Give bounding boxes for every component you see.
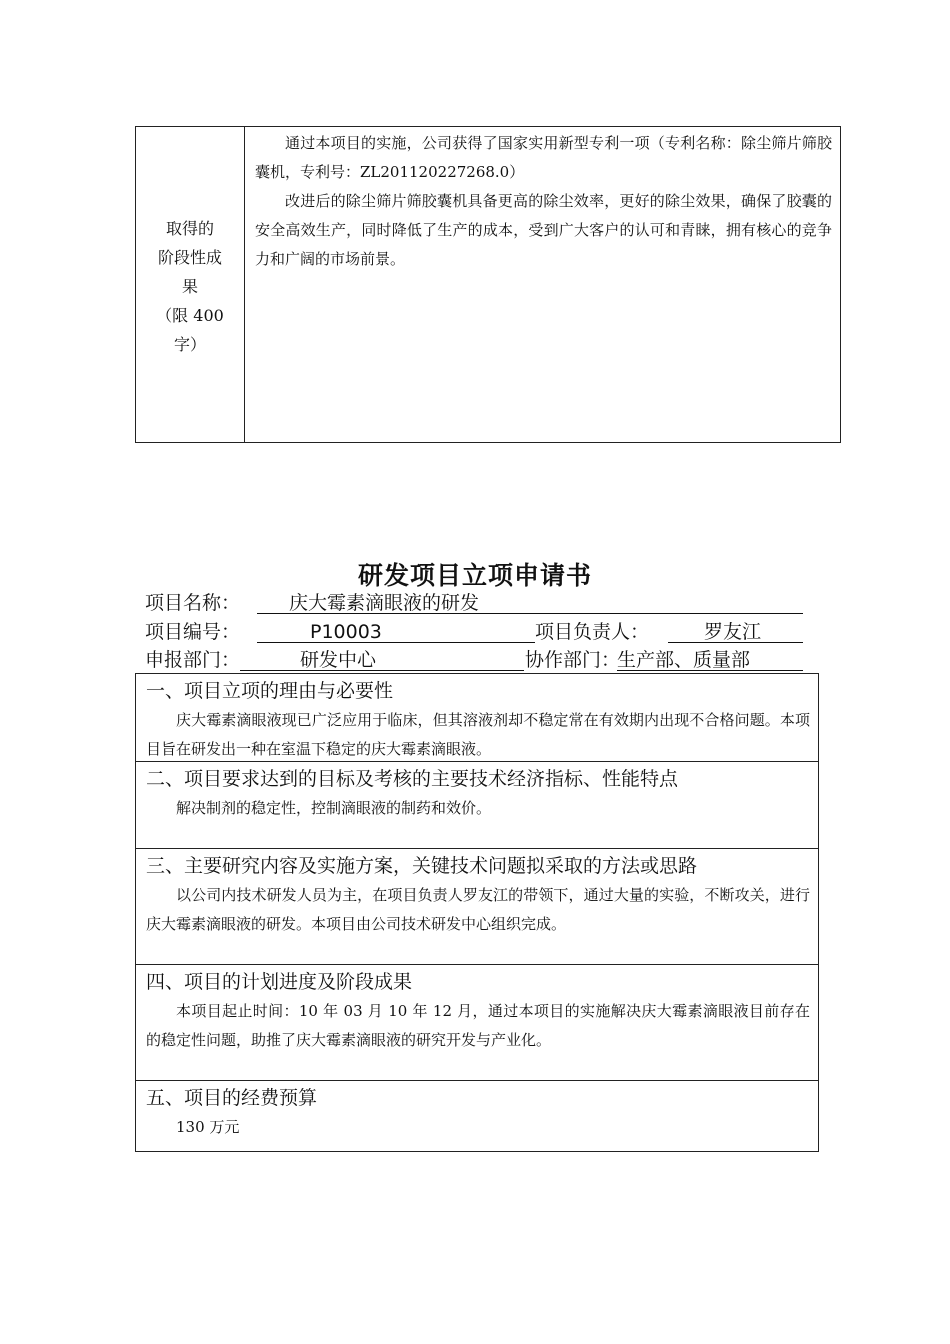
section-body: 130 万元 [176,1118,240,1136]
project-name-underline [257,591,803,614]
project-no-value: P10003 [310,621,382,643]
coop-dept-value: 生产部、质量部 [617,649,751,671]
coop-dept-underline [617,648,803,671]
section-body: 庆大霉素滴眼液现已广泛应用于临床，但其溶液剂却不稳定常在有效期内出现不合格问题。本项目旨在研发出一种在室温下稳定的庆大霉素滴眼液。 [146,711,810,758]
dept-row [145,648,805,672]
section-budget [136,1081,818,1153]
section-heading: 四、项目的计划进度及阶段成果 [146,971,413,993]
achievement-label-line: 字） [173,335,206,354]
achievement-label-line: 取得的 [165,219,214,238]
section-goals [136,762,818,849]
achievement-paragraph: 通过本项目的实施，公司获得了国家实用新型专利一项（专利名称：除尘筛片筛胶囊机，专利号：ZL201120227268.0） [255,134,832,181]
project-no-label: 项目编号： [145,621,241,643]
section-heading: 一、项目立项的理由与必要性 [146,680,394,702]
coop-dept-label: 协作部门： [525,649,621,671]
achievement-content-cell [245,127,840,442]
project-name-row [145,591,805,615]
section-heading: 五、项目的经费预算 [146,1087,318,1109]
achievement-label-line: 阶段性成 [157,248,222,267]
section-body: 以公司内技术研发人员为主，在项目负责人罗友江的带领下，通过大量的实验，不断攻关，进行庆大霉素滴眼液的研发。本项目由公司技术研发中心组织完成。 [146,886,810,933]
achievement-label-cell [136,127,245,442]
section-research [136,849,818,965]
section-body: 解决制剂的稳定性，控制滴眼液的制药和效价。 [176,799,492,817]
section-schedule [136,965,818,1081]
project-name-value: 庆大霉素滴眼液的研发 [289,592,480,614]
achievement-table [135,126,841,443]
apply-dept-label: 申报部门： [145,649,241,671]
application-table [135,673,819,1152]
section-reason [136,674,818,762]
project-leader-label: 项目负责人： [535,621,650,643]
achievement-label-line: （限 400 [156,306,224,325]
section-heading: 二、项目要求达到的目标及考核的主要技术经济指标、性能特点 [146,768,679,790]
section-heading: 三、主要研究内容及实施方案，关键技术问题拟采取的方法或思路 [146,855,698,877]
project-leader-underline [668,620,803,643]
project-name-label: 项目名称： [145,592,241,614]
achievement-paragraph: 改进后的除尘筛片筛胶囊机具备更高的除尘效率，更好的除尘效果，确保了胶囊的安全高效生产，同时降低了生产的成本，受到广大客户的认可和青睐，拥有核心的竞争力和广阔的市场前景。 [255,192,832,268]
apply-dept-underline [240,648,524,671]
document-title: 研发项目立项申请书 [357,561,592,590]
section-body: 本项目起止时间：10 年 03 月 10 年 12 月，通过本项目的实施解决庆大霉素滴眼液目前存在的稳定性问题，助推了庆大霉素滴眼液的研究开发与产业化。 [146,1002,810,1049]
achievement-label [140,214,240,359]
achievement-label-line: 果 [181,277,198,296]
project-no-row [145,620,805,644]
apply-dept-value: 研发中心 [300,649,377,671]
project-leader-value: 罗友江 [704,621,762,643]
project-no-underline [257,620,535,643]
